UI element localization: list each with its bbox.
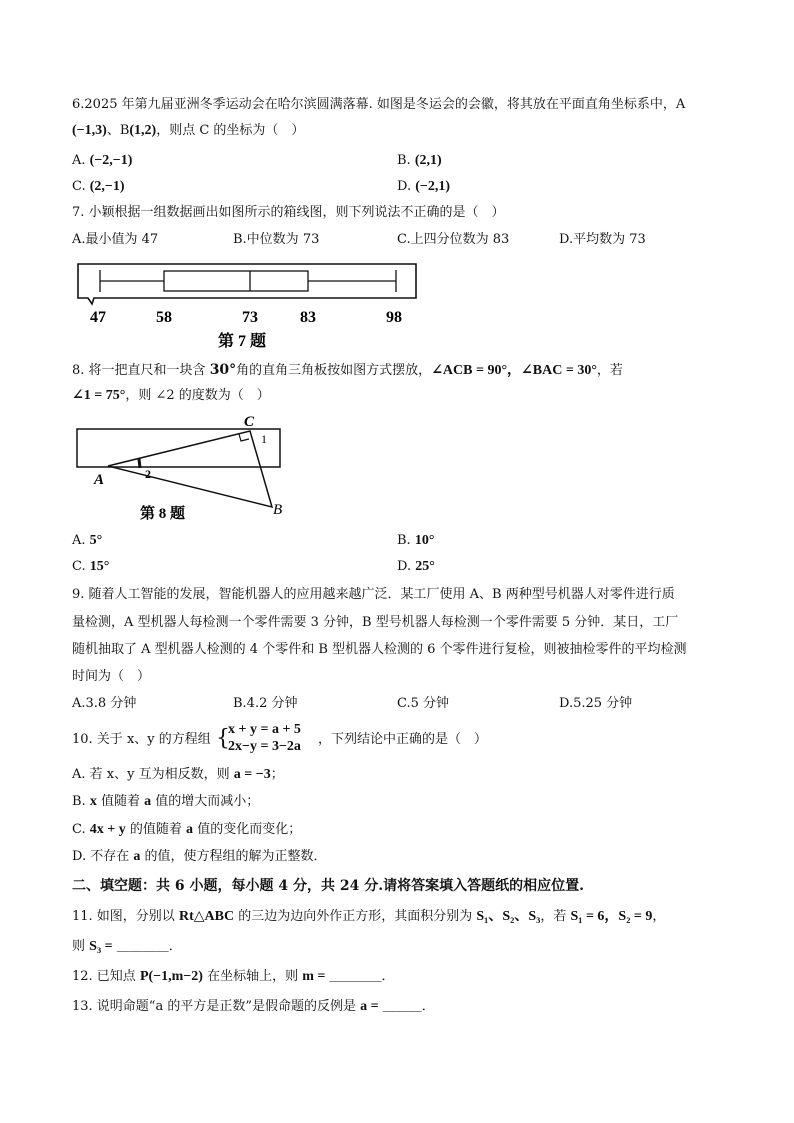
q6-option-a[interactable] <box>72 151 132 171</box>
q11-triangle: Rt△ABC <box>178 909 235 924</box>
q7-stem: 7. 小颖根据一组数据画出如图所示的箱线图，则下列说法不正确的是（ ） <box>72 205 505 220</box>
q10-suffix: ，下列结论中正确的是（ ） <box>318 732 488 747</box>
label-1: 1 <box>261 432 267 446</box>
label-2: 2 <box>145 467 151 481</box>
q8-option-a[interactable] <box>72 531 102 551</box>
q11-values: S₁ = 6，S₂ = 9 <box>570 909 653 924</box>
figure-caption: 第 8 题 <box>140 506 186 522</box>
option-math: 4x + y <box>89 822 126 837</box>
option-math: a <box>186 822 194 837</box>
q10-option-a[interactable] <box>72 765 284 785</box>
option-math: a <box>144 794 152 809</box>
tick-83: 83 <box>300 309 316 326</box>
option-value: (2,−1) <box>89 179 125 194</box>
option-letter: D. <box>397 179 412 194</box>
q12-line <box>72 967 395 987</box>
q11-answer-blank[interactable]: ＿＿＿＿． <box>116 939 182 954</box>
q10-option-c[interactable] <box>72 820 301 840</box>
label-c: C <box>244 414 255 430</box>
q9-line2: 量检测，A 型机器人每检测一个零件需要 3 分钟，B 型号机器人每检测一个零件需要 5 分钟．某日，工厂 <box>72 615 679 630</box>
q11-text: 11. 如图，分别以 <box>72 909 175 924</box>
q8-text: ，若 <box>596 363 623 378</box>
option-letter: D. <box>397 559 412 574</box>
option-value: (−2,1) <box>415 179 451 194</box>
q7-option-b[interactable]: B.中位数为 73 <box>233 232 320 247</box>
q8-ruler-triangle-figure <box>72 410 302 525</box>
option-letter: B. <box>397 153 411 168</box>
q8-option-c[interactable] <box>72 557 109 577</box>
box-iqr <box>164 271 308 291</box>
q11-text: ， <box>652 909 666 924</box>
figure-caption: 第 7 题 <box>218 333 267 350</box>
q11-text: 则 <box>72 939 86 954</box>
option-letter: C. <box>72 822 86 837</box>
option-letter: B. <box>397 533 411 548</box>
option-letter: B. <box>72 794 86 809</box>
q6-line1: 6.2025 年第九届亚洲冬季运动会在哈尔滨圆满落幕. 如图是冬运会的会徽，将其放在平面直角坐标系中，A <box>72 97 686 112</box>
option-math: a = −3 <box>233 767 271 782</box>
right-angle-mark <box>239 434 249 441</box>
q8-angle-1: ∠1 = 75° <box>72 388 126 403</box>
q8-line2 <box>72 386 270 406</box>
q8-text: 8. 将一把直尺和一块含 <box>72 363 206 378</box>
option-text: 的值随着 <box>129 822 182 837</box>
option-value: 25° <box>415 559 435 574</box>
angle-2-mark <box>139 459 140 468</box>
option-text: A. 若 x、y 互为相反数，则 <box>72 767 230 782</box>
q13-a: a = <box>360 999 379 1014</box>
q12-text: 12. 已知点 <box>72 969 136 984</box>
q10-stem <box>72 730 211 750</box>
q7-option-a[interactable]: A.最小值为 47 <box>72 232 159 247</box>
q6-option-c[interactable] <box>72 177 125 197</box>
q8-text: ，则 ∠2 的度数为（ ） <box>125 388 270 403</box>
q9-line4: 时间为（ ） <box>72 669 151 684</box>
q9-option-b[interactable]: B.4.2 分钟 <box>233 696 298 711</box>
q6-option-d[interactable] <box>397 177 450 197</box>
q11-s3: S₃ = <box>89 939 113 954</box>
q10-prefix: 10. 关于 x、y 的方程组 <box>72 732 211 747</box>
option-text: 的值，使方程组的解为正整数． <box>144 849 327 864</box>
q11-text: ，若 <box>540 909 567 924</box>
section-heading: 二、填空题：共 6 小题，每小题 4 分，共 24 分.请将答案填入答题纸的相应位置. <box>72 878 584 894</box>
q7-option-d[interactable]: D.平均数为 73 <box>559 232 646 247</box>
q7-option-c[interactable]: C.上四分位数为 83 <box>397 232 510 247</box>
q11-line1 <box>72 907 665 927</box>
tick-73: 73 <box>242 309 258 326</box>
q8-angle-30: 30° <box>209 362 237 378</box>
q6-text-b: 、B <box>106 123 130 138</box>
option-math: x <box>89 794 97 809</box>
q13-text: 13. 说明命题“a 的平方是正数”是假命题的反例是 <box>72 999 356 1014</box>
q13-answer-blank[interactable]: ＿＿＿． <box>382 999 435 1014</box>
option-text: D. 不存在 <box>72 849 130 864</box>
q12-text: 在坐标轴上，则 <box>207 969 299 984</box>
option-value: 10° <box>414 533 435 548</box>
tick-47: 47 <box>90 309 106 326</box>
q6-point-b: (1,2) <box>129 123 157 138</box>
q9-option-c[interactable]: C.5 分钟 <box>397 696 450 711</box>
q9-line3: 随机抽取了 A 型机器人检测的 4 个零件和 B 型机器人检测的 6 个零件进行复检，则被抽检零件的平均检测 <box>72 642 687 657</box>
q12-m: m = <box>302 969 326 984</box>
tick-58: 58 <box>156 309 172 326</box>
option-value: 15° <box>89 559 110 574</box>
q8-option-d[interactable] <box>397 557 435 577</box>
option-letter: C. <box>72 179 86 194</box>
label-b: B <box>273 502 283 518</box>
q13-line <box>72 997 435 1017</box>
q7-boxplot-figure <box>72 258 422 354</box>
option-value: (−2,−1) <box>89 153 133 168</box>
option-text: 值的变化而变化； <box>197 822 302 837</box>
q9-option-a[interactable]: A.3.8 分钟 <box>72 696 137 711</box>
q10-equation-1: x + y = a + 5 <box>228 722 301 737</box>
q8-option-b[interactable] <box>397 531 434 551</box>
option-text: 值随着 <box>100 794 140 809</box>
q11-areas: S₁、S₂、S₃ <box>476 909 541 924</box>
q10-equation-2: 2x−y = 3−2a <box>228 739 301 754</box>
q6-line2 <box>72 121 304 141</box>
q6-point-a: (−1,3) <box>72 123 107 138</box>
option-value: 5° <box>89 533 103 548</box>
option-text: 值的增大而减小； <box>155 794 260 809</box>
q11-text: 的三边为边向外作正方形，其面积分别为 <box>238 909 473 924</box>
q9-line1: 9. 随着人工智能的发展，智能机器人的应用越来越广泛．某工厂使用 A、B 两种型号机器人对零件进行质 <box>72 587 675 602</box>
option-math: a <box>133 849 141 864</box>
q8-angles: ∠ACB = 90°，∠BAC = 30° <box>431 363 597 378</box>
q12-point: P(−1,m−2) <box>139 969 203 984</box>
tick-98: 98 <box>386 309 402 326</box>
q10-option-b[interactable] <box>72 792 259 812</box>
q11-line2 <box>72 937 182 957</box>
q6-option-b[interactable] <box>397 151 442 171</box>
triangle <box>108 431 272 507</box>
q8-line1 <box>72 360 623 381</box>
option-letter: A. <box>72 153 86 168</box>
q12-answer-blank[interactable]: ＿＿＿＿． <box>329 969 395 984</box>
option-text: ； <box>270 767 284 782</box>
label-a: A <box>94 472 105 488</box>
q9-option-d[interactable]: D.5.25 分钟 <box>559 696 633 711</box>
q10-option-d[interactable] <box>72 847 327 867</box>
boxplot-frame <box>78 264 416 304</box>
option-letter: C. <box>72 559 86 574</box>
option-value: (2,1) <box>414 153 442 168</box>
q6-text-end: ，则点 C 的坐标为（ ） <box>156 123 305 138</box>
q8-text: 角的直角三角板按如图方式摆放， <box>236 363 432 378</box>
option-letter: A. <box>72 533 86 548</box>
q10-brace: { <box>216 726 230 751</box>
